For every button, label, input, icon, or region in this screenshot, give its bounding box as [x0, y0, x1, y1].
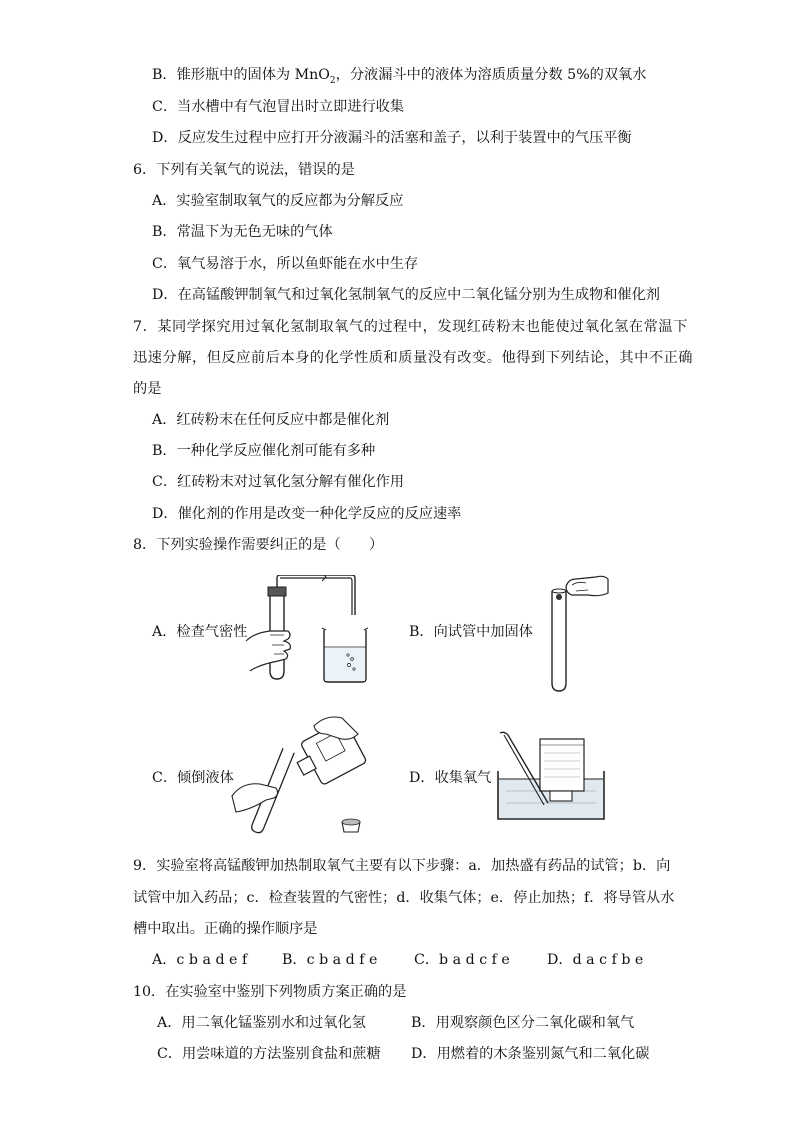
q5-option-b-pre: B．锥形瓶中的固体为 MnO	[152, 67, 330, 83]
q9-stem-line2: 试管中加入药品；c．检查装置的气密性；d．收集气体；e．停止加热；f．将导管从水	[133, 890, 675, 906]
q9-option-b: B．c b a d f e	[282, 952, 378, 968]
q7-option-c: C．红砖粉末对过氧化氢分解有催化作用	[152, 474, 405, 490]
q6-option-c: C．氧气易溶于水，所以鱼虾能在水中生存	[152, 256, 419, 272]
q7-stem-line1: 7．某同学探究用过氧化氢制取氧气的过程中，发现红砖粉末也能使过氧化氢在常温下	[133, 319, 688, 335]
q10-stem: 10．在实验室中鉴别下列物质方案正确的是	[133, 984, 407, 1000]
q10-option-d: D．用燃着的木条鉴别氮气和二氧化碳	[411, 1046, 650, 1062]
q8-option-c: C．倾倒液体	[152, 770, 234, 786]
pour-liquid-figure	[230, 712, 380, 840]
q7-option-b: B．一种化学反应催化剂可能有多种	[152, 443, 376, 459]
q9-option-d: D．d a c f b e	[547, 952, 644, 968]
q9-stem-line3: 槽中取出。正确的操作顺序是	[133, 921, 318, 937]
q6-option-a: A．实验室制取氧气的反应都为分解反应	[152, 193, 404, 209]
q7-stem-line2: 迅速分解，但反应前后本身的化学性质和质量没有改变。他得到下列结论，其中不正确	[133, 350, 694, 366]
q10-option-c: C．用尝味道的方法鉴别食盐和蔗糖	[157, 1046, 381, 1062]
q7-stem-line3: 的是	[133, 381, 162, 397]
q10-option-a: A．用二氧化锰鉴别水和过氧化氢	[157, 1015, 366, 1031]
airtightness-check-figure	[244, 575, 368, 685]
q8-option-d: D．收集氧气	[409, 770, 492, 786]
q5-option-d: D．反应发生过程中应打开分液漏斗的活塞和盖子，以利于装置中的气压平衡	[152, 130, 632, 146]
q9-option-a: A．c b a d e f	[152, 952, 248, 968]
q5-option-c: C．当水槽中有气泡冒出时立即进行收集	[152, 99, 405, 115]
q8-stem: 8．下列实验操作需要纠正的是（ ）	[133, 537, 384, 553]
q7-option-a: A．红砖粉末在任何反应中都是催化剂	[152, 412, 390, 428]
q5-subscript: 2	[329, 75, 336, 86]
collect-oxygen-figure	[496, 731, 606, 823]
q8-option-b: B．向试管中加固体	[409, 624, 533, 640]
add-solid-to-tube-figure	[542, 573, 612, 693]
q8-option-a: A．检查气密性	[152, 624, 248, 640]
q7-option-d: D．催化剂的作用是改变一种化学反应的反应速率	[152, 506, 462, 522]
q6-option-d: D．在高锰酸钾制氧气和过氧化氢制氧气的反应中二氧化锰分别为生成物和催化剂	[152, 287, 660, 303]
q5-option-b-post: ，分液漏斗中的液体为溶质质量分数 5%的双氧水	[335, 67, 647, 83]
q6-stem: 6．下列有关氧气的说法，错误的是	[133, 162, 355, 178]
q5-option-b	[152, 65, 646, 91]
q10-option-b: B．用观察颜色区分二氧化碳和氧气	[411, 1015, 635, 1031]
q9-stem-line1: 9．实验室将高锰酸钾加热制取氧气主要有以下步骤：a．加热盛有药品的试管；b．向	[133, 858, 671, 874]
q9-option-c: C．b a d c f e	[414, 952, 510, 968]
q6-option-b: B．常温下为无色无味的气体	[152, 224, 333, 240]
